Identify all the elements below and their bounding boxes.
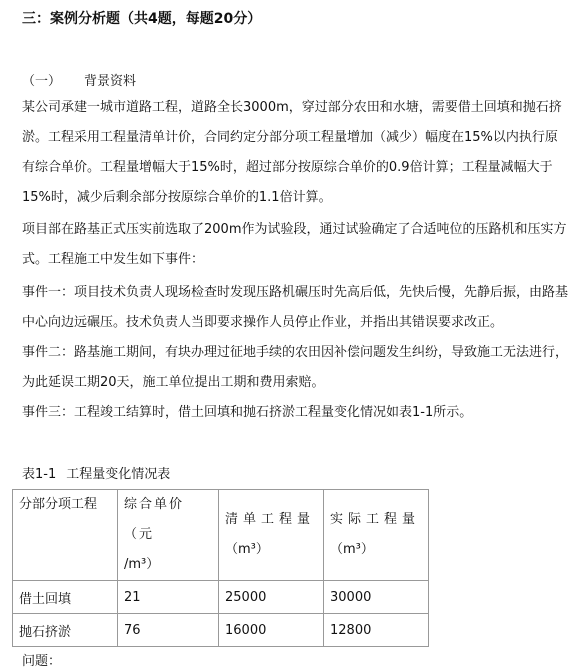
header-cell-item: 分部分项工程 [13, 490, 118, 581]
subsection-title: 背景资料 [84, 74, 137, 89]
event-two-paragraph: 事件二：路基施工期间，有块办理过征地手续的农田因补偿问题发生纠纷，导致施工无法进行，为此延误工期20天，施工单位提出工期和费用索赔。 [22, 345, 569, 390]
cell-actual-qty: 12800 [324, 614, 429, 647]
table-caption-number: 表1-1 [22, 467, 57, 482]
event-one-paragraph: 事件一：项目技术负责人现场检查时发现压路机碾压时先高后低，先快后慢，先静后振，由路基中心向边远碾压。技术负责人当即要求操作人员停止作业，并指出其错误要求改正。 [22, 285, 569, 330]
header-cell-unit-price: 综合单价（元 /m³） [118, 490, 219, 581]
subsection-heading [22, 70, 136, 89]
background-paragraph: 某公司承建一城市道路工程，道路全长3000m，穿过部分农田和水塘，需要借土回填和抛石挤淤。工程采用工程量清单计价，合同约定分部分项工程量增加（减少）幅度在15%以内执行原有综合单价。工程量增幅大于15%时，超过部分按原综合单价的0.9倍计算；工程量减幅大于15%时，减少后剩余部分按原综合单价的1.1倍计算。 [22, 100, 562, 205]
event-three-paragraph: 事件三：工程竣工结算时，借土回填和抛石挤淤工程量变化情况如表1-1所示。 [22, 405, 473, 420]
cell-actual-qty: 30000 [324, 581, 429, 614]
quantity-change-table [12, 489, 429, 647]
cell-item: 借土回填 [13, 581, 118, 614]
subsection-number: （一） [22, 74, 62, 89]
header-cell-actual-qty: 实际工程量 （m³） [324, 490, 429, 581]
table-header-row [13, 490, 429, 581]
table-caption-title: 工程量变化情况表 [66, 467, 171, 482]
question-label: 问题： [22, 654, 62, 669]
cell-unit-price: 21 [118, 581, 219, 614]
cell-item: 抛石挤淤 [13, 614, 118, 647]
trial-section-paragraph: 项目部在路基正式压实前选取了200m作为试验段，通过试验确定了合适吨位的压路机和压实方式。工程施工中发生如下事件： [22, 222, 567, 267]
table-row [13, 614, 429, 647]
table-row [13, 581, 429, 614]
cell-bill-qty: 25000 [219, 581, 324, 614]
header-cell-bill-qty: 清单工程量 （m³） [219, 490, 324, 581]
cell-bill-qty: 16000 [219, 614, 324, 647]
table-caption [22, 463, 170, 482]
section-heading: 三：案例分析题（共4题，每题20分） [22, 11, 262, 27]
cell-unit-price: 76 [118, 614, 219, 647]
